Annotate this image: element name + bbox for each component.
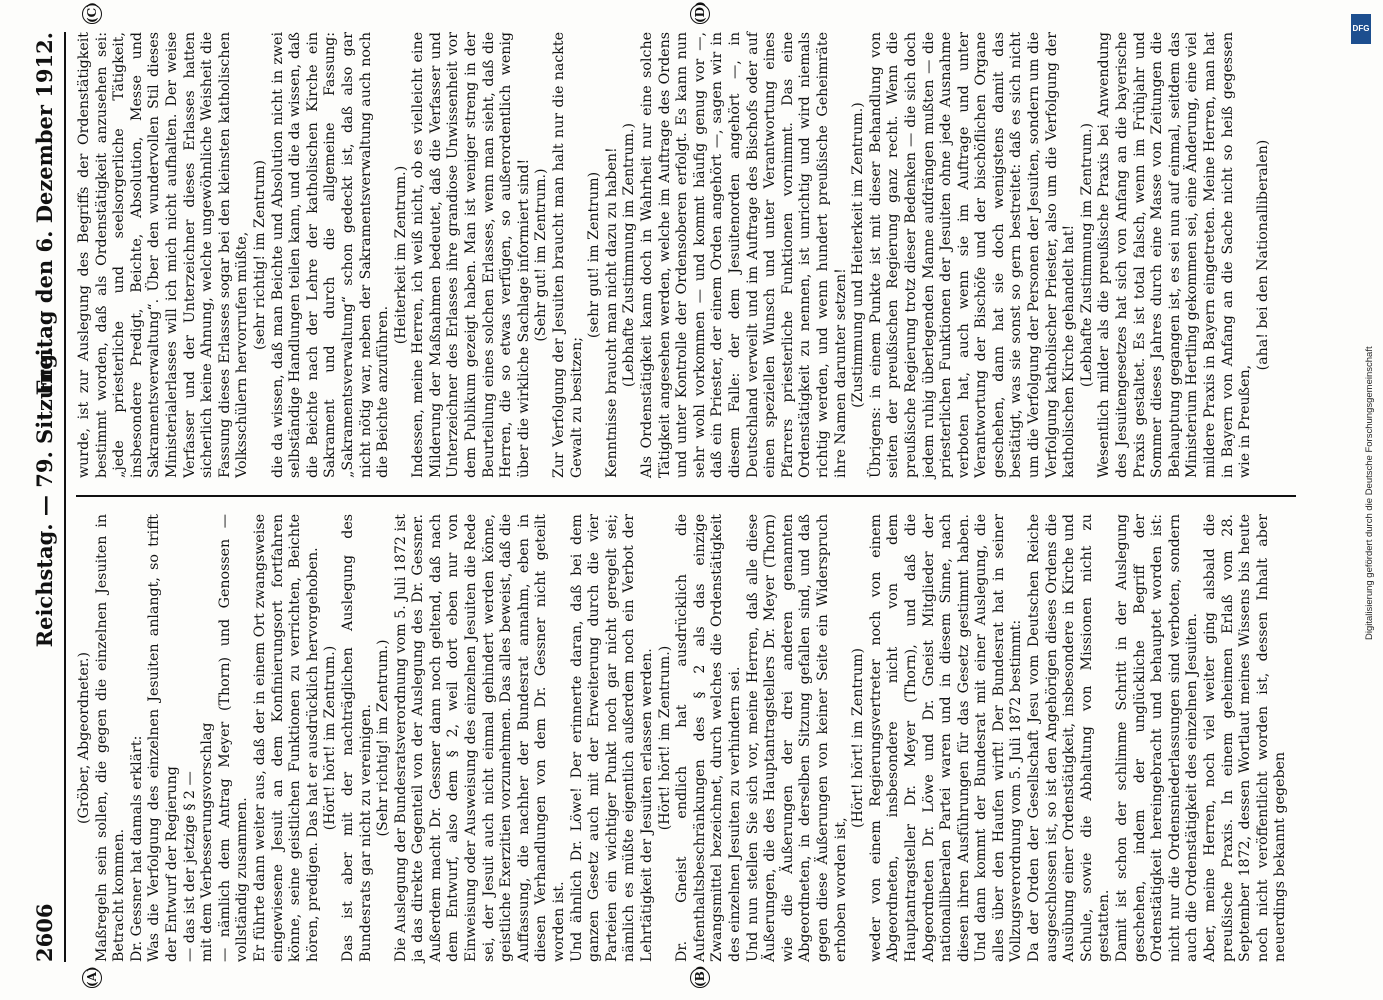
paragraph: (Hört! hört! im Zentrum.) bbox=[656, 645, 673, 831]
credit-text: Digitalisierung gefördert durch die Deutsche Forschungsgemeinschaft bbox=[1364, 346, 1375, 640]
paragraph: (Heiterkeit im Zentrum.) bbox=[392, 165, 409, 345]
paragraph: (aha! bei den Nationalliberalen) bbox=[1254, 139, 1271, 371]
paragraph: weder von einem Regierungsvertreter noch von einem Abgeordneten, insbesondere nicht von dem Hauptantragsteller Dr. Meyer (Thorn), und daß die Abgeordneten Dr. Löwe und Dr. Gneist Mitglieder der nationalliberalen Partei waren und in diesem Sinne, nach diesen ihren Ausführungen für das Gesetz gestimmt haben. Und dann kommt der Bundesrat mit einer Auslegung, die alles über den Haufen wirft! Der Bundesrat hat in seiner Vollzugsverordnung vom 5. Juli 1872 bestimmt: bbox=[867, 514, 1025, 962]
paragraph: die da wissen, daß man Beichte und Absolution nicht in zwei selbständige Handlungen teilen kann, und die da wissen, daß die Beichte nach der Lehre der katholischen Kirche ein Sakrament und durch die allgemeine Fassung: „Sakramentsverwaltung“ schon gedeckt ist, daß also gar nicht nötig war, neben der Sakramentsverwaltung auch noch die Beichte anzuführen. bbox=[269, 32, 392, 478]
paragraph: Übrigens: in einem Punkte ist mit dieser Behandlung von seiten der preußischen Regierung ganz recht. Wenn die preußische Regierung trotz dieser Bedenken — die sich doch jedem ruhig überlegenden Manne aufdrängen mußten — die priesterlichen Funktionen der Jesuiten ohne jede Ausnahme verboten hat, auch wenn sie im Auftrage und unter Verantwortung der Bischöfe und der bischöflichen Organe geschehen, dann hat sie doch wenigstens damit das bestätigt, was sie sonst so gern bestreitet: daß es sich nicht um die Verfolgung der Personen der Jesuiten, sondern um die Verfolgung katholischer Priester, also um die Verfolgung der katholischen Kirche gehandelt hat! bbox=[867, 32, 1078, 478]
paragraph: Dr. Gneist endlich hat ausdrücklich die Aufenthaltsbeschränkungen des § 2 als das einzige Zwangsmittel bezeichnet, durch welches die Ordenstätigkeit des einzelnen Jesuiten zu verhindern sei. bbox=[674, 514, 743, 962]
paragraph: Was die Verfolgung des einzelnen Jesuiten anlangt, so trifft der Entwurf der Regierung bbox=[146, 514, 180, 962]
paragraph: Wesentlich milder als die preußische Praxis bei Anwendung des Jesuitengesetzes hat sich von Anfang an die bayerische Praxis gestaltet. Es ist total falsch, wenn im Frühjahr und Sommer dieses Jahres durch eine Masse von Zeitungen die Behauptung gegangen ist, es sei nun auf einmal, seitdem das Ministerium Hertling gekommen sei, eine Änderung, eine viel mildere Praxis in Bayern eingetreten. Meine Herren, man hat in Bayern von Anfang an die Sache nicht so heiß gegessen wie in Preußen, bbox=[1096, 32, 1254, 478]
margin-mark-b: (B) bbox=[690, 968, 710, 988]
paragraph: — das ist der jetzige § 2 — bbox=[181, 771, 198, 962]
paragraph: Kenntnisse braucht man nicht dazu zu haben! bbox=[603, 147, 620, 478]
paragraph: Zur Verfolgung der Jesuiten braucht man halt nur die nackte Gewalt zu besitzen; bbox=[551, 32, 585, 478]
page-header bbox=[28, 32, 66, 962]
paragraph: mit dem Verbesserungsvorschlag bbox=[199, 722, 216, 962]
digitization-credit bbox=[1348, 8, 1376, 648]
paragraph: Das ist aber mit der nachträglichen Auslegung des Bundesrats gar nicht zu vereinigen. bbox=[339, 514, 374, 962]
paragraph: (Lebhafte Zustimmung im Zentrum.) bbox=[621, 122, 638, 388]
right-column bbox=[76, 32, 1272, 478]
paragraph: Er führte dann weiter aus, daß der in einem Ort zwangsweise eingewiesene Jesuit an dem Konfinierungsort fortfahren könne, seine geistlichen Funktionen zu verrichten, Beichte hören, predigen. Das hat er ausdrücklich hervorgehoben. bbox=[251, 514, 321, 962]
paragraph: (Sehr richtig! im Zentrum.) bbox=[375, 639, 392, 837]
paragraph: Und nun stellen Sie sich vor, meine Herren, daß alle diese Äußerungen, die des Hauptantragstellers Dr. Meyer (Thorn) wie die Äußerungen der drei anderen genannten Abgeordneten, in derselben Sitzung gefallen sind, und daß gegen diese Äußerungen von keiner Seite ein Widerspruch erhoben worden ist, bbox=[744, 514, 849, 962]
paragraph: (Gröber, Abgeordneter.) bbox=[76, 651, 92, 825]
paragraph: Und ähnlich Dr. Löwe! Der erinnerte daran, daß bei dem ganzen Gesetz auch mit der Erweiterung durch die vier Parteien ein wichtiger Punkt noch gar nicht geregelt sei; nämlich es müßte eigentlich außerdem noch ein Verbot der Lehrtätigkeit der Jesuiten erlassen werden. bbox=[568, 514, 655, 962]
margin-mark-d: (D) bbox=[690, 4, 710, 24]
margin-mark-c: (C) bbox=[82, 4, 102, 24]
paragraph: (sehr richtig! im Zentrum) bbox=[251, 159, 268, 351]
paragraph: Als Ordenstätigkeit kann doch in Wahrheit nur eine solche Tätigkeit angesehen werden, welche im Auftrage des Ordens und unter Kontrolle der Ordensoberen erfolgt. Es kann nun sehr wohl vorkommen — und kommt häufig genug vor —, daß ein Priester, der einem Orden angehört —, sagen wir in diesem Falle: der dem Jesuitenorden angehört —, in Deutschland verweilt und im Auftrage des Bischofs oder auf einen speziellen Wunsch und unter Verantwortung eines Pfarrers priesterliche Funktionen vornimmt. Das eine Ordenstätigkeit zu nennen, ist unrichtig und wird niemals richtig werden, und wenn hundert preußische Geheimräte ihre Namen darunter setzen! bbox=[639, 32, 849, 478]
margin-mark-a: (A) bbox=[82, 968, 102, 988]
paragraph: (sehr gut! im Zentrum) bbox=[586, 171, 603, 339]
paragraph: Damit ist schon der schlimme Schritt in der Auslegung geschehen, indem der unglückliche Begriff der Ordenstätigkeit hereingebracht und behauptet worden ist: nicht nur die Ordensniederlassungen sind verboten, sondern auch die Ordenstätigkeit des einzelnen Jesuiten. bbox=[1114, 514, 1201, 962]
paragraph: (Zustimmung und Heiterkeit im Zentrum.) bbox=[850, 102, 867, 408]
paragraph: Da der Orden der Gesellschaft Jesu vom Deutschen Reiche ausgeschlossen ist, so ist den Angehörigen dieses Ordens die Ausübung einer Ordenstätigkeit, insbesondere in Kirche und Schule, sowie die Abhaltung von Missionen nicht zu gestatten. bbox=[1026, 514, 1113, 962]
paragraph: — nämlich dem Antrag Meyer (Thorn) und Genossen — vollständig zusammen. bbox=[216, 514, 251, 962]
session-title: Reichstag. — 79. Sitzung. bbox=[32, 346, 57, 648]
paragraph: Die Auslegung der Bundesratsverordnung vom 5. Juli 1872 ist ja das direkte Gegenteil von der Auslegung des Dr. Gessner. Außerdem macht Dr. Gessner dann noch geltend, daß nach dem Entwurf, also dem § 2, weil dort eben nur von Einweisung oder Ausweisung des einzelnen Jesuiten die Rede sei, der Jesuit auch nicht einmal gehindert werden könne, geistliche Exerzitien vorzunehmen. Das alles beweist, daß die Auffassung, die nachher der Bundesrat annahm, eben in diesen Verhandlungen von dem Dr. Gessner nicht geteilt worden ist. bbox=[392, 514, 568, 962]
paragraph: (Hört! hört! im Zentrum) bbox=[850, 647, 867, 829]
page-number: 2606 bbox=[32, 903, 57, 962]
paragraph: (Sehr gut! im Zentrum.) bbox=[533, 168, 550, 342]
paragraph: wurde, ist zur Auslegung des Begriffs der Ordenstätigkeit bestimmt worden, daß als Ordenstätigkeit anzusehen sei: „jede priesterliche und seelsorgerliche Tätigkeit, insbesondere Predigt, Beichte, Absolution, Messe und Sakramentsverwaltung“. Über den wundervollen Stil dieses Ministerialerlasses will ich mich nicht aufhalten. Der weise Verfasser und der Unterzeichner dieses Erlasses hatten sicherlich keine Ahnung, welche ungewöhnliche Weisheit die Fassung dieses Erlasses sogar bei den kleinsten katholischen Volksschülern hervorrufen müßte, bbox=[76, 32, 251, 478]
paragraph: (Hört! hört! im Zentrum.) bbox=[322, 645, 339, 831]
dfg-logo: DFG bbox=[1351, 14, 1371, 44]
paragraph: Aber, meine Herren, noch viel weiter ging alsbald die preußische Praxis. In einem geheimen Erlaß vom 28. September 1872, dessen Wortlaut meines Wissens bis heute noch nicht veröffentlicht worden ist, dessen Inhalt aber neuerdings bekannt gegeben bbox=[1202, 514, 1289, 962]
session-date: Freitag den 6. Dezember 1912. bbox=[32, 32, 57, 396]
column-divider bbox=[76, 495, 1296, 497]
paragraph: (Lebhafte Zustimmung im Zentrum.) bbox=[1078, 122, 1095, 388]
paragraph: Indessen, meine Herren, ich weiß nicht, ob es vielleicht eine Milderung der Maßnahmen bedeutet, daß die Verfasser und Unterzeichner des Erlasses ihre grandiose Unwissenheit vor dem Publikum gezeigt haben. Man ist weniger streng in der Beurteilung eines solchen Erlasses, wenn man sieht, daß die Herren, die so etwas verfügen, so außerordentlich wenig über die wirkliche Sachlage informiert sind! bbox=[410, 32, 532, 478]
paragraph: Maßregeln sein sollen, die gegen die einzelnen Jesuiten in Betracht kommen. bbox=[93, 514, 128, 962]
left-column bbox=[76, 514, 1290, 962]
paragraph: Dr. Gessner hat damals erklärt: bbox=[128, 735, 145, 962]
